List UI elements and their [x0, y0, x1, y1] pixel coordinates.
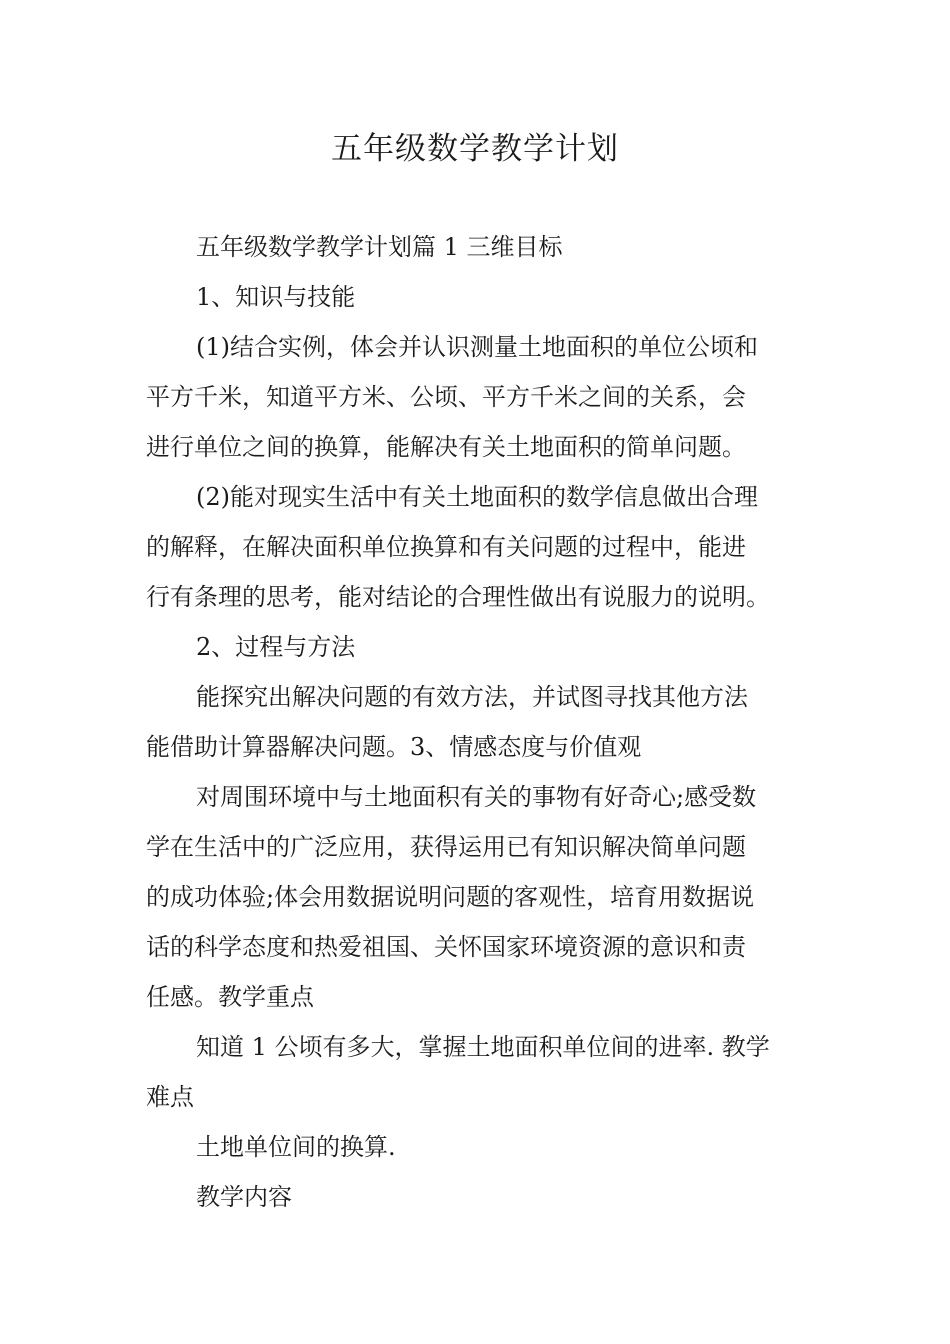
- text-line: 任感。教学重点: [146, 983, 314, 1011]
- text-line: 行有条理的思考，能对结论的合理性做出有说服力的说明。: [146, 583, 770, 611]
- text-line: 能探究出解决问题的有效方法，并试图寻找其他方法: [196, 683, 748, 711]
- text-line: 知道 1 公顷有多大，掌握土地面积单位间的进率. 教学: [196, 1033, 770, 1061]
- text-line: (2)能对现实生活中有关土地面积的数学信息做出合理: [196, 483, 758, 511]
- text-line: 土地单位间的换算.: [196, 1133, 396, 1161]
- text-line: 对周围环境中与土地面积有关的事物有好奇心;感受数: [196, 783, 757, 811]
- text-line: 话的科学态度和热爱祖国、关怀国家环境资源的意识和责: [146, 933, 746, 961]
- text-line: 难点: [146, 1083, 194, 1111]
- text-line: 2、过程与方法: [196, 633, 356, 661]
- text-line: 1、知识与技能: [196, 283, 356, 311]
- document-title: 五年级数学教学计划: [331, 131, 619, 167]
- document-body: [146, 222, 808, 1222]
- text-line: 平方千米，知道平方米、公顷、平方千米之间的关系，会: [146, 383, 746, 411]
- text-line: 能借助计算器解决问题。3、情感态度与价值观: [146, 733, 642, 761]
- text-line: 学在生活中的广泛应用，获得运用已有知识解决简单问题: [146, 833, 746, 861]
- text-line: 教学内容: [196, 1183, 292, 1211]
- text-line: 五年级数学教学计划篇 1 三维目标: [196, 233, 563, 261]
- text-line: 进行单位之间的换算，能解决有关土地面积的简单问题。: [146, 433, 746, 461]
- text-line: (1)结合实例，体会并认识测量土地面积的单位公顷和: [196, 333, 758, 361]
- text-line: 的解释，在解决面积单位换算和有关问题的过程中，能进: [146, 533, 746, 561]
- text-line: 的成功体验;体会用数据说明问题的客观性，培育用数据说: [146, 883, 755, 911]
